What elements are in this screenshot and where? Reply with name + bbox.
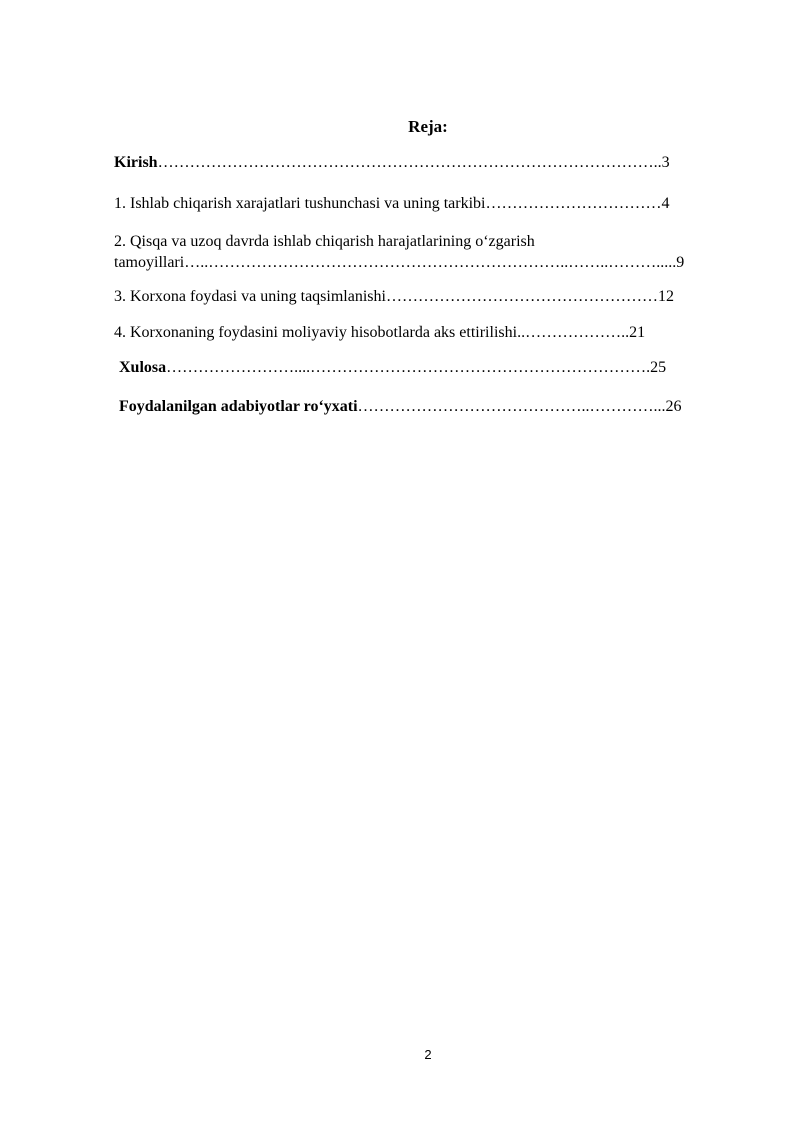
toc-entry-label: tamoyillari [114, 254, 185, 271]
toc-entry-2-line1 [114, 232, 740, 252]
toc-entry-page: 12 [657, 288, 674, 305]
toc-entry-xulosa [119, 358, 740, 378]
toc-leader-dots: ……………………………………..…………... [357, 398, 666, 415]
toc-entry-adabiyotlar [119, 397, 740, 417]
toc-entry-label: 1. Ishlab chiqarish xarajatlari tushunchasi va uning tarkibi [114, 195, 486, 212]
toc-leader-dots: ..……………….. [517, 324, 630, 341]
toc-entry-page: 9 [676, 254, 685, 271]
page-number: 2 [424, 1047, 432, 1062]
toc-entry-page: 21 [629, 324, 646, 341]
toc-title: Reja: [408, 117, 448, 136]
toc-entry-page: 25 [650, 359, 667, 376]
toc-leader-dots: ……………………....………………………………………………………. [166, 359, 651, 376]
toc-leader-dots: …..…………………………………………………………..……..………..... [184, 254, 677, 271]
toc-entry-page: 4 [661, 195, 670, 212]
toc-entry-kirish [114, 153, 740, 173]
toc-entry-label: Xulosa [119, 359, 167, 376]
toc-entry-label: 4. Korxonaning foydasini moliyaviy hisobotlarda aks ettirilishi [114, 324, 518, 341]
toc-entry-page: 3 [661, 154, 670, 171]
toc-leader-dots: ………………………………………………………………………………….. [157, 154, 662, 171]
toc-entry-label: 3. Korxona foydasi va uning taqsimlanishi [114, 288, 386, 305]
toc-leader-dots: …………………………… [485, 195, 662, 212]
toc-entry-2-line2 [114, 253, 740, 273]
toc-entry-label: Foydalanilgan adabiyotlar ro‘yxati [119, 398, 358, 415]
toc-entry-1 [114, 194, 740, 214]
toc-entry-4 [114, 323, 740, 343]
toc-entry-label: 2. Qisqa va uzoq davrda ishlab chiqarish harajatlarining o‘zgarish [114, 233, 535, 250]
toc-leader-dots: …………………………………………… [385, 288, 658, 305]
toc-entry-3 [114, 287, 740, 307]
toc-entry-page: 26 [665, 398, 682, 415]
toc-entry-label: Kirish [114, 154, 158, 171]
